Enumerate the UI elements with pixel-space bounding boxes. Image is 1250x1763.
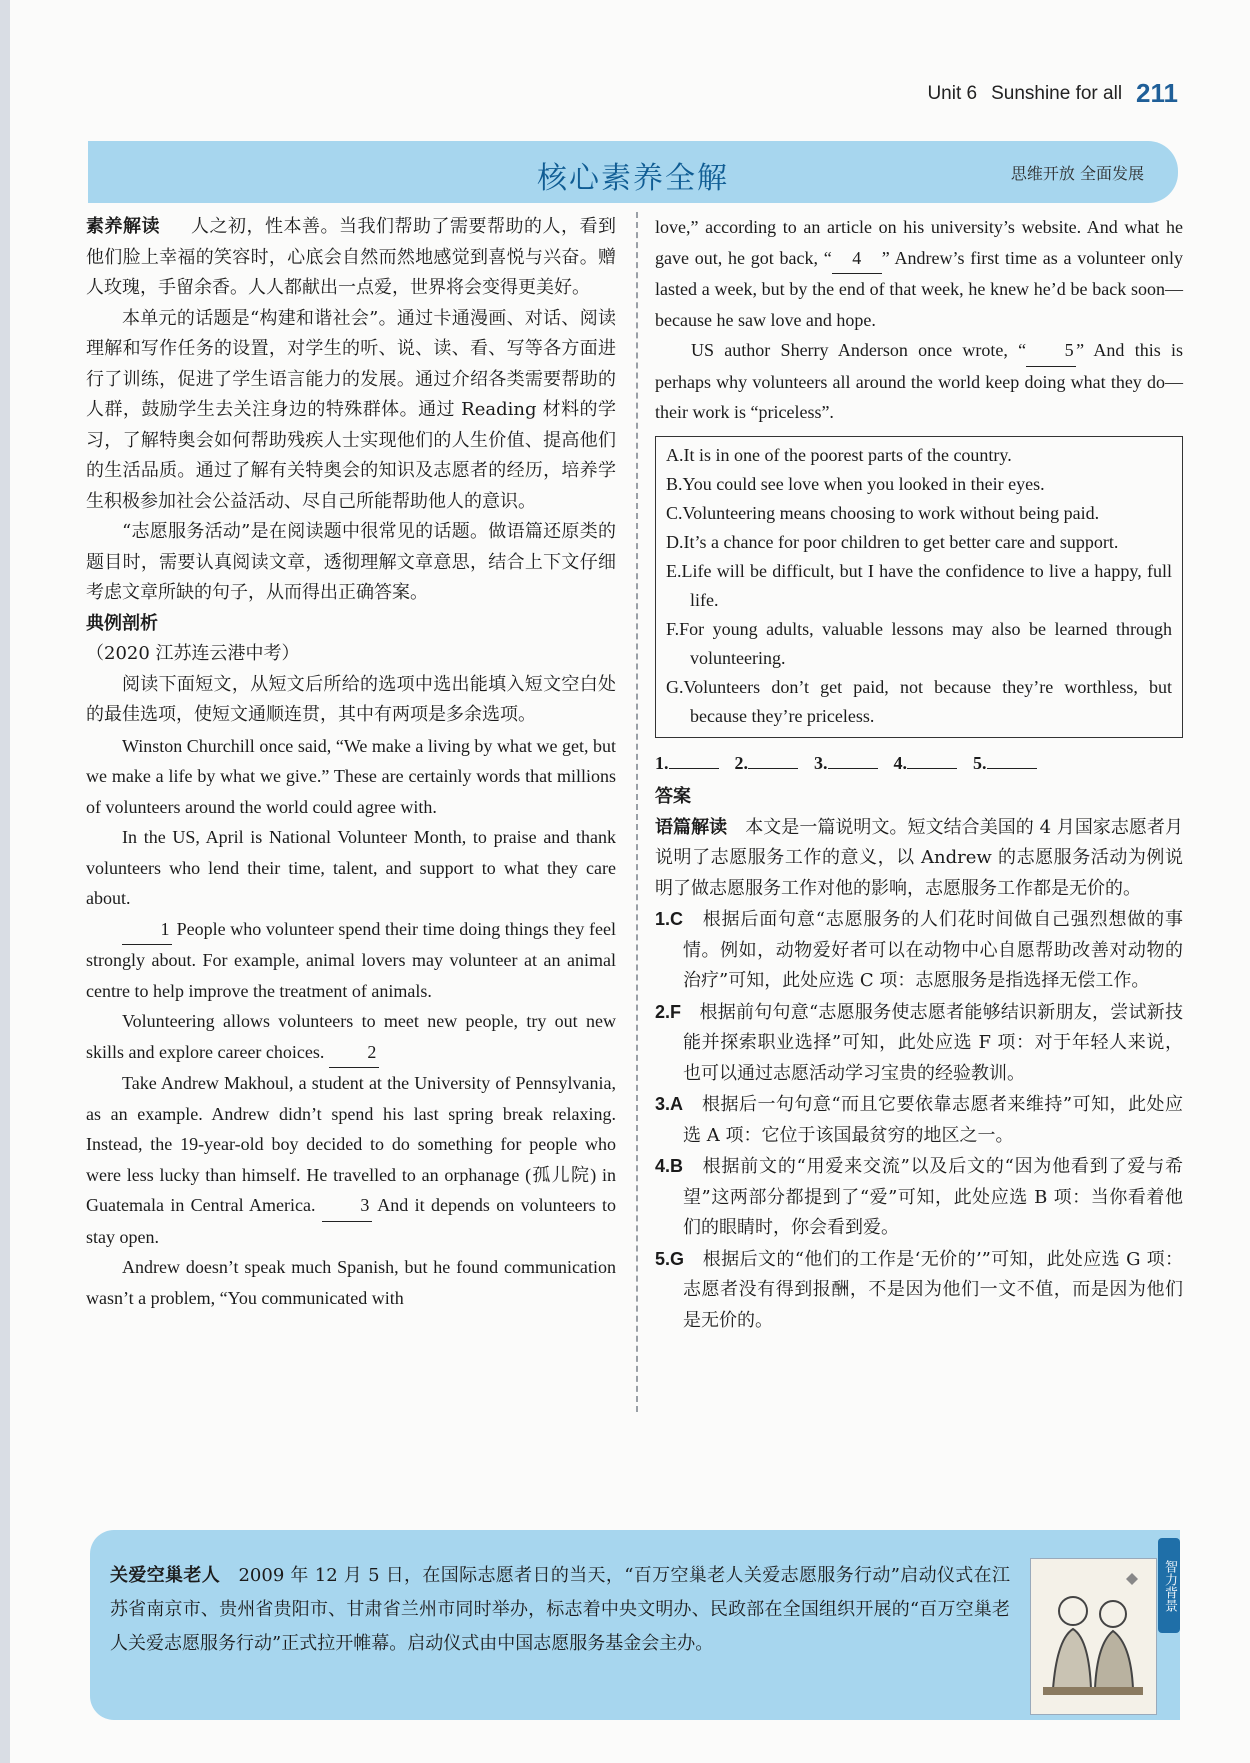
- blank-3: 3: [322, 1190, 372, 1222]
- passage-paragraph: In the US, April is National Volunteer Month, to praise and thank volunteers who lend their time, talent, and support to what they care about.: [86, 827, 616, 908]
- option-item: G.Volunteers don’t get paid, not because they’re worthless, but because they’re priceless.: [666, 676, 1172, 726]
- answer-explanation: 4.B 根据前文的“用爱来交流”以及后文的“因为他看到了爱与希望”这两部分都提到了“爱”可知，此处应选 B 项：当你看着他们的眼睛时，你会看到爱。: [655, 1156, 1184, 1238]
- option-item: D.It’s a chance for poor children to get better care and support.: [666, 531, 1119, 552]
- analysis-paragraph: 语篇解读 本文是一篇说明文。短文结合美国的 4 月国家志愿者月说明了志愿服务工作的意义，以 Andrew 的志愿服务活动为例说明了做志愿服务工作对他的影响，志愿服务工作都是无价的。: [655, 816, 1184, 899]
- unit-topic-paragraph: 本单元的话题是“构建和谐社会”。通过卡通漫画、对话、阅读理解和写作任务的设置，对学生的听、说、读、看、写等各方面进行了训练，促进了学生语言能力的发展。通过介绍各类需要帮助的人群，鼓励学生去关注身边的特殊群体。通过 Reading 材料的学习，了解特奥会如何帮助残疾人士实现他们的人生价值、提高他们的生活品质。通过了解有关特奥会的知识及志愿者的经历，培养学生积极参加社会公益活动、尽自己所能帮助他人的意识。: [86, 307, 616, 512]
- exercise-instructions: 阅读下面短文，从短文后所给的选项中选出能填入短文空白处的最佳选项，使短文通顺连贯，其中有两项是多余选项。: [86, 673, 616, 725]
- running-head: [927, 78, 1178, 109]
- right-column: [655, 212, 1183, 1336]
- passage-paragraph: Winston Churchill once said, “We make a living by what we get, but we make a life by what we give.” These are certainly words that millions of volunteers around the world could agree with.: [86, 735, 616, 817]
- unit-label: Unit 6: [927, 82, 978, 104]
- answer-explanation: 3.A 根据后一句句意“而且它要依靠志愿者来维持”可知，此处应选 A 项：它位于该国最贫穷的地区之一。: [655, 1094, 1184, 1146]
- blank-1: 1: [122, 914, 172, 946]
- page-number: 211: [1136, 78, 1178, 108]
- background-info-text: 关爱空巢老人 2009 年 12 月 5 日，在国际志愿者日的当天，“百万空巢老人关爱志愿服务行动”启动仪式在江苏省南京市、贵州省贵阳市、甘肃省兰州市同时举办，标志着中央文明办、民政部在全国组织开展的“百万空巢老人关爱志愿服务行动”正式拉开帷幕。启动仪式由中国志愿服务基金会主办。: [110, 1565, 1011, 1654]
- blank-4: 4: [832, 243, 882, 275]
- passage-paragraph: 1 People who volunteer spend their time doing things they feel strongly about. For example, animal lovers may volunteer at an animal centre to help improve the treatment of animals.: [86, 914, 616, 1007]
- option-item: C.Volunteering means choosing to work without being paid.: [666, 502, 1100, 523]
- answer-line: [907, 768, 957, 769]
- blank-5: 5: [1026, 335, 1076, 367]
- option-item: F.For young adults, valuable lessons may also be learned through volunteering.: [666, 618, 1172, 668]
- banner-subtitle: 思维开放 全面发展: [1010, 164, 1144, 183]
- example-heading: [86, 609, 616, 640]
- banner-title: 核心素养全解: [537, 161, 729, 196]
- background-info-label: 关爱空巢老人: [110, 1565, 221, 1586]
- passage-paragraph: Volunteering allows volunteers to meet new people, try out new skills and explore career choices. 2: [86, 1006, 616, 1068]
- blank-2: 2: [329, 1037, 379, 1069]
- answer-line: [669, 768, 719, 769]
- option-item: A.It is in one of the poorest parts of the country.: [666, 444, 1012, 465]
- reading-tip-paragraph: “志愿服务活动”是在阅读题中很常见的话题。做语篇还原类的题目时，需要认真阅读文章，透彻理解文章意思，结合上下文仔细考虑文章所缺的句子，从而得出正确答案。: [86, 521, 616, 603]
- passage-paragraph: Andrew doesn’t speak much Spanish, but he found communication wasn’t a problem, “You communicated with: [86, 1257, 616, 1308]
- answer-line: [828, 768, 878, 769]
- answer-explanation: 1.C 根据后面句意“志愿服务的人们花时间做自己强烈想做的事情。例如，动物爱好者可以在动物中心自愿帮助改善对动物的治疗”可知，此处应选 C 项：志愿服务是指选择无偿工作。: [655, 909, 1183, 991]
- exam-source: （2020 江苏连云港中考）: [86, 643, 300, 664]
- option-item: E.Life will be difficult, but I have the confidence to live a happy, full life.: [666, 560, 1172, 610]
- intro-text: 人之初，性本善。当我们帮助了需要帮助的人，看到他们脸上幸福的笑容时，心底会自然而然地感觉到喜悦与兴奋。赠人玫瑰，手留余香。人人都献出一点爱，世界将会变得更美好。: [86, 216, 617, 298]
- answer-explanation: 5.G 根据后文的“他们的工作是‘无价的’”可知，此处应选 G 项：志愿者没有得到报酬，不是因为他们一文不值，而是因为他们是无价的。: [655, 1248, 1183, 1331]
- passage-paragraph: Take Andrew Makhoul, a student at the University of Pennsylvania, as an example. Andrew didn’t spend his last spring break relaxing. Instead, the 19-year-old boy decided to do something for people who were less lucky than himself. He travelled to an orphanage (孤儿院) in Guatemala in Central America. 3 And it depends on volunteers to stay open.: [86, 1073, 616, 1247]
- example-label: 典例剖析: [86, 612, 158, 634]
- passage-paragraph: US author Sherry Anderson once wrote, “ 5 ” And this is perhaps why volunteers all around the world keep doing what they do—their work is “priceless”.: [655, 335, 1183, 428]
- left-column: [86, 212, 616, 1313]
- answers-heading: 答案: [655, 786, 691, 807]
- answer-explanation: 2.F 根据前句句意“志愿服务使志愿者能够结识新朋友，尝试新技能并探索职业选择”可知，此处应选 F 项：对于年轻人来说，也可以通过志愿活动学习宝贵的经验教训。: [655, 1001, 1183, 1084]
- passage-paragraph: love,” according to an article on his university’s website. And what he gave out, he got back, “ 4 ” Andrew’s first time as a volunteer only lasted a week, but by the end of that week, he knew he’d be back soon—because he saw love and hope.: [655, 217, 1184, 330]
- answer-line: [748, 768, 798, 769]
- intro-paragraph: [86, 212, 616, 304]
- background-info-tab: 智力背景: [1158, 1538, 1180, 1633]
- column-divider: [636, 212, 638, 1412]
- options-box: [655, 436, 1183, 738]
- elderly-couple-illustration: [1030, 1558, 1157, 1715]
- option-item: B.You could see love when you looked in their eyes.: [666, 473, 1045, 494]
- answer-line: [987, 768, 1037, 769]
- analysis-label: 语篇解读: [655, 816, 728, 838]
- intro-label: 素养解读: [86, 216, 161, 237]
- page-edge: [0, 0, 10, 1763]
- answer-blanks: 1. 2. 3. 4. 5.: [655, 748, 1183, 779]
- section-banner: [88, 141, 1178, 203]
- unit-title: Sunshine for all: [991, 82, 1123, 104]
